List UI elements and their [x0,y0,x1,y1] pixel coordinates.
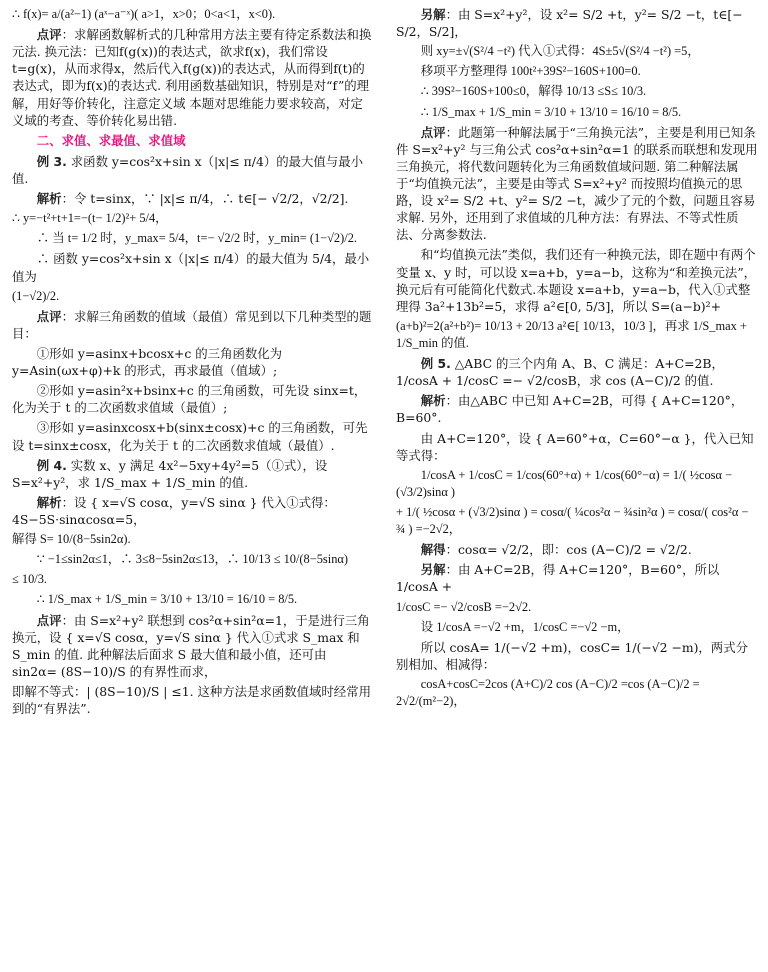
solution-3-line-5: (1−√2)/2. [12,288,60,303]
alt-solution-5-line-4: 所以 cosA= 1/(−√2 +m)，cosC= 1/(−√2 −m)，两式分别相加、相减得： [396,639,748,672]
left-column [12,6,374,720]
alt-solution-5-line-2: 1/cosC =− √2/cosB =−2√2. [396,599,532,614]
review-5-paragraph-2: 和“均值换元法”类似，我们还有一种换元法，即在题中有两个变量 x、y 时，可以设 x=a+b，y=a−b，这称为“和差换元法”，换元后有可能简化代数式.本题设 x=a+b，y=a−b，代入①式整理得 3a²+13b²=5，求得 a²∈[0, 5/3]，所以 S=(a−b)²+ [396,247,757,314]
solution-4-line-5: ∴ 1/S_max + 1/S_min = 3/10 + 13/10 = 16/10 = 8/5. [36,592,298,607]
review-5-paragraph-3: (a+b)²=2(a²+b²)= 10/13 + 20/13 a²∈[ 10/13，10/3 ]，再求 1/S_max + 1/S_min 的值. [396,318,747,350]
alt-solution-4-line-5: ∴ 1/S_max + 1/S_min = 3/10 + 13/10 = 16/10 = 8/5. [420,104,682,119]
review-text: ：由 S=x²+y² 联想到 cos²α+sin²α=1，于是进行三角换元，设 { x=√S cosα，y=√S sinα } 代入①式求 S_max 和 S_min 的值. 此种解法后面求 S 最大值和最小值，还可由 sin2α= (8S−10)/S 的有界性而求， [12,612,370,679]
alt-solution-5-line-3: 设 1/cosA =−√2 +m，1/cosC =−√2 −m， [420,619,630,634]
review-label: 点评 [420,124,446,140]
review-label: 点评 [36,308,62,324]
example-text: 实数 x、y 满足 4x²−5xy+4y²=5（①式），设 S=x²+y²，求 1/S_max + 1/S_min 的值. [12,457,328,490]
solution-3-line-1 [12,190,374,207]
solution-label: 解析 [36,494,62,510]
alt-solution-5-line-1 [396,561,758,595]
solution-text: ：由△ABC 中已知 A+C=2B，可得 { A+C=120°，B=60°. [396,393,744,426]
review-text: ：求解三角函数的值域（最值）常见到以下几种类型的题目： [12,308,372,341]
alt-solution-5-line-5: cosA+cosC=2cos (A+C)/2 cos (A−C)/2 =cos (A−C)/2 = 2√2/(m²−2)， [396,676,700,709]
solution-3-line-3: ∴ 当 t= 1/2 时，y_max= 5/4，t=− √2/2 时，y_min= (1−√2)/2. [36,231,357,246]
solution-5-line-3: 1/cosA + 1/cosC = 1/cos(60°+α) + 1/cos(60°−α) = 1/( ½cosα − (√3/2)sinα ) [396,467,733,499]
solution-4-line-1 [12,494,374,528]
review-text: ：此题第一种解法属于“三角换元法”，主要是利用已知条件 S=x²+y² 与三角公式 cos²α+sin²α=1 的联系而联想和发现用三角换元，将代数问题转化为三角函数值域问题. 第二种解法属于“均值换元法”，主要是由等式 S=x²+y² 而按照均值换元的思路，设 x²= S/2 +t、y²= S/2 −t，减少了元的个数，问题且容易求解. 另外，还用到了求值域的几种方法：有界法、不等式性质法、分离参数法. [396,124,758,243]
solution-5-line-4: + 1/( ½cosα + (√3/2)sinα ) = cosα/( ¼cos²α − ¾sin²α ) = cosα/( cos²α − ¾ ) =−2√2， [396,504,749,537]
review-label: 点评 [36,27,62,43]
solution-4-line-3: ∵ −1≤sin2α≤1，∴ 3≤8−5sin2α≤13，∴ 10/13 ≤ 10/(8−5sinα) [36,552,349,567]
alt-solution-4-line-4: ∴ 39S²−160S+100≤0，解得 10/13 ≤S≤ 10/3. [420,84,647,99]
solution-4-line-4: ≤ 10/3. [12,572,48,587]
solution-3-line-4: ∴ 函数 y=cos²x+sin x（|x|≤ π/4）的最大值为 5/4，最小值为 [12,251,370,284]
example-5 [396,355,758,389]
review-4-continued: 即解不等式：| (8S−10)/S | ≤1. 这种方法是求函数值域时经常用到的“有界法”. [12,683,371,717]
alt-solution-4-line-2: 则 xy=±√(S²/4 −t²) 代入①式得：4S±5√(S²/4 −t²) =5， [420,44,700,59]
example-4 [12,457,374,491]
review-4 [12,612,374,680]
review-text: ：求解函数解析式的几种常用方法主要有待定系数法和换元法. 换元法：已知f(g(x))的表达式，欲求f(x)，我们常设t=g(x)，从而求得x，然后代入f(g(x))的表达式，从而得到f(t)的表达式，即为f(x)的表达式. 利用函数基础知识，特别是对“f”的理解，用好等价转化，注意定义域 本题对思维能力要求较高，对定义域的考查、等价转化易出错. [12,27,372,128]
review-label: 点评 [36,612,62,628]
review-5 [396,124,758,244]
solution-5-line-5 [396,541,758,558]
example-text: 求函数 y=cos²x+sin x（|x|≤ π/4）的最大值与最小值. [12,153,363,186]
solution-5-line-2: 由 A+C=120°，设 { A=60°+α，C=60°−α }，代入已知等式得： [396,430,754,463]
solution-3-line-2: ∴ y=−t²+t+1=−(t− 1/2)²+ 5/4， [12,211,168,226]
example-label: 例 5. [420,356,451,372]
solution-label: 解析 [420,393,446,409]
example-3 [12,153,374,187]
alt-solution-label: 另解 [420,7,446,22]
section-heading: 二、求值、求最值、求值域 [36,132,186,148]
example-label: 例 3. [36,153,67,169]
solution-5-line-1 [396,392,758,426]
right-column [396,6,758,713]
solution-text: ：cosα= √2/2，即：cos (A−C)/2 = √2/2. [445,542,692,558]
review-3-item-2: ②形如 y=asin²x+bsinx+c 的三角函数，可先设 sinx=t，化为关于 t 的二次函数求值域（最值）; [12,383,367,416]
alt-solution-text: ：由 S=x²+y²，设 x²= S/2 +t，y²= S/2 −t，t∈[− S/2，S/2]， [396,7,743,40]
review-3-intro [12,308,374,342]
alt-solution-label: 另解 [420,562,446,578]
solution-text: ：令 t=sinx，∵ |x|≤ π/4，∴ t∈[− √2/2，√2/2]. [61,191,349,207]
alt-solution-text: ：由 A+C=2B，得 A+C=120°，B=60°，所以 1/cosA + [396,562,720,595]
solution-text: ：设 { x=√S cosα，y=√S sinα } 代入①式得：4S−5S·sinαcosα=5， [12,494,336,527]
solution-label: 解得 [420,542,446,558]
example-label: 例 4. [36,457,67,473]
review-3-item-3: ③形如 y=asinxcosx+b(sinx±cosx)+c 的三角函数，可先设 t=sinx±cosx，化为关于 t 的二次函数求值域（最值）. [12,420,368,453]
formula-line: ∴ f(x)= a/(a²−1) (aˣ−a⁻ˣ)( a>1，x>0；0<a<1，x<0). [12,7,276,21]
review-paragraph [12,26,374,129]
solution-4-line-2: 解得 S= 10/(8−5sin2α). [12,532,131,547]
solution-label: 解析 [36,191,62,207]
alt-solution-4-line-3: 移项平方整理得 100t²+39S²−160S+100=0. [420,64,641,79]
example-text: △ABC 的三个内角 A、B、C 满足：A+C=2B，1/cosA + 1/cosC =− √2/cosB，求 cos (A−C)/2 的值. [396,356,724,389]
alt-solution-4-line-1 [396,6,758,40]
review-3-item-1: ①形如 y=asinx+bcosx+c 的三角函数化为 y=Asin(ωx+φ)+k 的形式，再求最值（值域）; [12,345,283,379]
